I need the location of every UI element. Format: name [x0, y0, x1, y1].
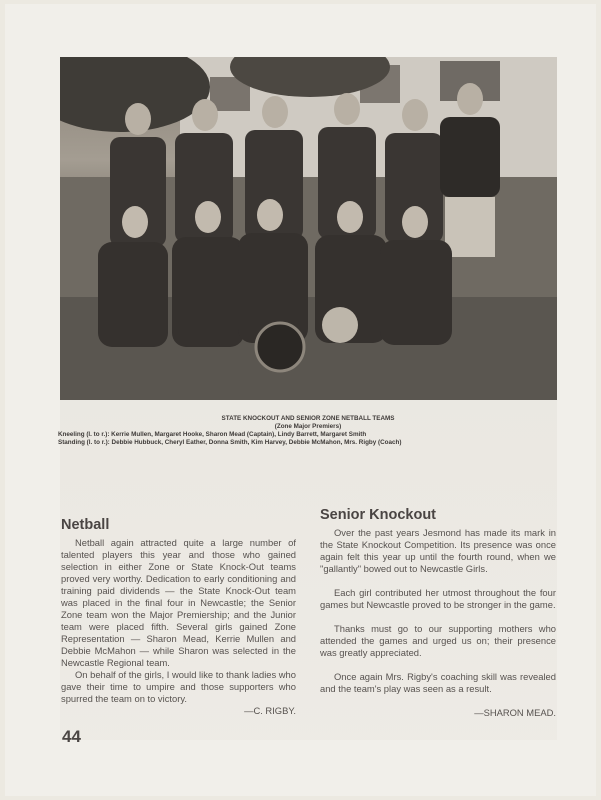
- caption-subtitle: (Zone Major Premiers): [274, 423, 342, 430]
- knockout-column: [320, 509, 556, 719]
- caption-standing: Standing (l. to r.): Debbie Hubbuck, Cheryl Eather, Donna Smith, Kim Harvey, Debbie McMahon, Mrs. Rigby (Coach): [58, 439, 402, 446]
- knockout-signature: —SHARON MEAD.: [474, 707, 556, 718]
- caption-kneeling: Kneeling (l. to r.): Kerrie Mullen, Margaret Hooke, Sharon Mead (Captain), Lindy Barrett, Margaret Smith: [58, 431, 367, 438]
- knockout-paragraph-3: Thanks must go to our supporting mothers who attended the games and urged us on; their presence was greatly appreciated.: [320, 623, 556, 658]
- knockout-heading: Senior Knockout: [320, 507, 437, 523]
- photo-caption: [58, 415, 558, 447]
- netball-column: [61, 519, 296, 717]
- knockout-paragraph-2: Each girl contributed her utmost throughout the four games but Newcastle proved to be stronger in the game.: [320, 587, 556, 610]
- netball-paragraph-1: Netball again attracted quite a large number of talented players this year and those who gained selection in either Zone or State Knock-Out teams proved very worthy. Dedication to early conditioning and training paid dividends — the State Knock-Out team was placed in the final four in Newcastle; the Senior Zone team won the Major Premiership; and the Junior team were placed fifth. Several girls gained Zone Representation — Sharon Mead, Kerrie Mullen and Debbie McMahon — while Sharon was selected in the Newcastle Regional team.: [61, 537, 296, 668]
- knockout-paragraph-1: Over the past years Jesmond has made its mark in the State Knockout Competition. Its presence was once again felt this year up until the fourth round, when we "gallantly" bowed out to Newcastle Girls.: [320, 527, 556, 574]
- team-photo: [60, 57, 557, 400]
- caption-title: STATE KNOCKOUT AND SENIOR ZONE NETBALL TEAMS: [221, 415, 395, 422]
- knockout-paragraph-4: Once again Mrs. Rigby's coaching skill was revealed and the team's play was seen as a result.: [320, 671, 556, 694]
- netball-heading: Netball: [61, 517, 110, 533]
- page-number: 44: [62, 727, 81, 746]
- netball-signature: —C. RIGBY.: [244, 705, 296, 716]
- netball-paragraph-2: On behalf of the girls, I would like to thank ladies who gave their time to umpire and those supporters who spurred the team on to victory.: [61, 669, 296, 704]
